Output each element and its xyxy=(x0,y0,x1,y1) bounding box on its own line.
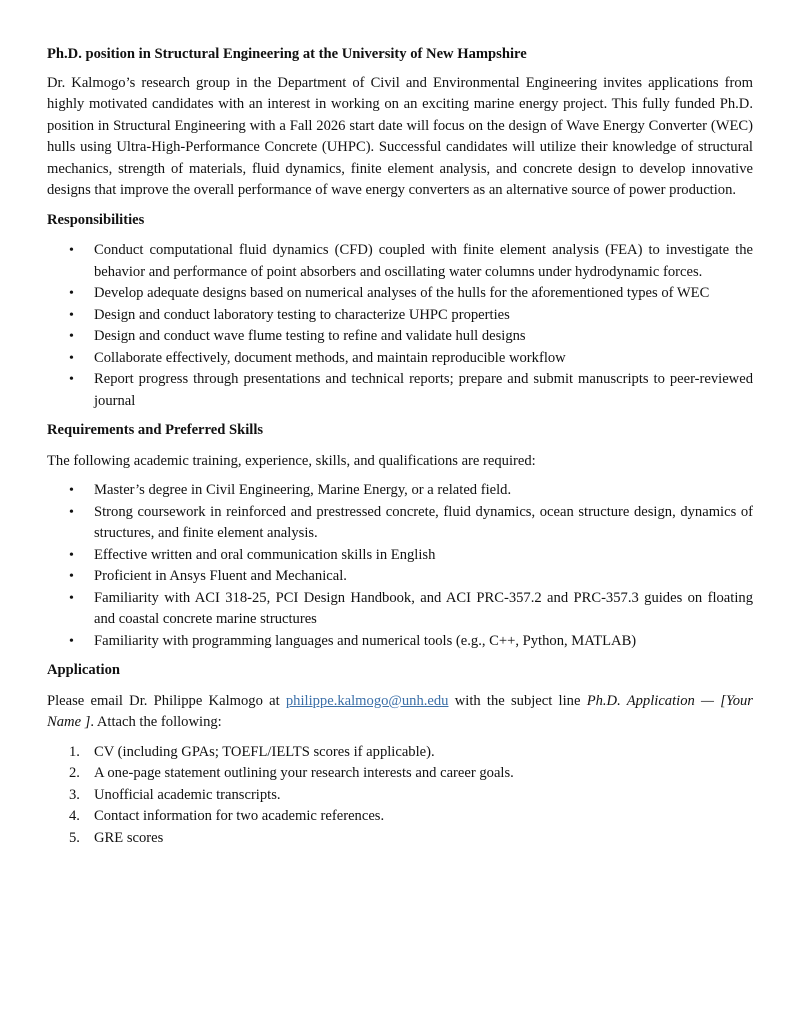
document-page xyxy=(47,44,753,857)
responsibilities-list xyxy=(47,240,753,412)
list-item: • Develop adequate designs based on numerical analyses of the hulls for the aforementioned types of WEC xyxy=(47,283,753,305)
bullet-icon: • xyxy=(69,569,74,584)
bullet-icon: • xyxy=(69,504,74,520)
bullet-icon: • xyxy=(69,483,74,498)
bullet-icon: • xyxy=(69,286,74,301)
intro-paragraph: Dr. Kalmogo’s research group in the Department of Civil and Environmental Engineering invites applications from highly motivated candidates with an interest in working on an exciting marine energy project. This fully funded Ph.D. position in Structural Engineering with a Fall 2026 start date will focus on the design of Wave Energy Converter (WEC) hulls using Ultra-High-Performance Concrete (UHPC). Successful candidates will utilize their knowledge of structural mechanics, strength of materials, fluid dynamics, finite element analysis, and concrete design to develop innovative designs that improve the overall performance of wave energy converters as an alternative source of power production. xyxy=(47,74,753,198)
requirements-intro: The following academic training, experience, skills, and qualifications are required: xyxy=(47,452,536,469)
list-number: 1. xyxy=(69,743,80,760)
list-item: • Proficient in Ansys Fluent and Mechanical. xyxy=(47,566,753,588)
list-item: • Conduct computational fluid dynamics (CFD) coupled with finite element analysis (FEA) to investigate the behavior and performance of point absorbers and oscillating water columns under hydrodynamic forces. xyxy=(69,242,753,280)
subject-line: Ph.D. Application — [Your Name ] xyxy=(47,692,753,730)
bullet-icon: • xyxy=(69,329,74,344)
list-item: • Familiarity with programming languages and numerical tools (e.g., C++, Python, MATLAB) xyxy=(47,631,753,653)
bullet-icon: • xyxy=(69,307,74,323)
application-list xyxy=(47,742,753,850)
list-number: 4. xyxy=(69,808,80,824)
list-item: 4. Contact information for two academic references. xyxy=(47,806,753,828)
bullet-icon: • xyxy=(69,547,74,563)
application-paragraph: Please email Dr. Philippe Kalmogo at philippe.kalmogo@unh.edu with the subject line Ph.D. Application — [Your Name ]. Attach the following: xyxy=(47,692,753,730)
list-item: • Collaborate effectively, document methods, and maintain reproducible workflow xyxy=(47,348,753,370)
bullet-icon: • xyxy=(69,590,74,606)
list-item: 2. A one-page statement outlining your research interests and career goals. xyxy=(47,763,753,785)
email-link[interactable]: philippe.kalmogo@unh.edu xyxy=(285,692,449,709)
page-title: Ph.D. position in Structural Engineering at the University of New Hampshire xyxy=(47,46,527,62)
list-number: 2. xyxy=(69,765,80,781)
requirements-list xyxy=(47,480,753,652)
list-item: • Familiarity with ACI 318-25, PCI Design Handbook, and ACI PRC-357.2 and PRC-357.3 guides on floating and coastal concrete marine structures xyxy=(69,589,753,627)
list-item: 1. CV (including GPAs; TOEFL/IELTS scores if applicable). xyxy=(47,742,753,764)
bullet-icon: • xyxy=(69,243,74,258)
requirements-heading: Requirements and Preferred Skills xyxy=(47,422,264,438)
list-item: • Effective written and oral communication skills in English xyxy=(47,545,753,567)
responsibilities-heading: Responsibilities xyxy=(47,211,145,228)
list-item: • Strong coursework in reinforced and prestressed concrete, fluid dynamics, ocean structure design, dynamics of structures, and finite element analysis. xyxy=(69,503,753,541)
list-item: 3. Unofficial academic transcripts. xyxy=(47,785,753,807)
bullet-icon: • xyxy=(69,372,74,387)
bullet-icon: • xyxy=(69,350,74,366)
list-number: 5. xyxy=(69,829,80,846)
list-item: • Design and conduct laboratory testing to characterize UHPC properties xyxy=(47,305,753,327)
list-number: 3. xyxy=(69,786,80,803)
list-item: • Design and conduct wave flume testing to refine and validate hull designs xyxy=(47,326,753,348)
application-heading: Application xyxy=(47,662,120,678)
list-item: 5. GRE scores xyxy=(47,828,753,850)
bullet-icon: • xyxy=(69,633,74,649)
list-item: • Report progress through presentations and technical reports; prepare and submit manuscripts to peer-reviewed journal xyxy=(69,371,753,409)
list-item: • Master’s degree in Civil Engineering, Marine Energy, or a related field. xyxy=(47,480,753,502)
